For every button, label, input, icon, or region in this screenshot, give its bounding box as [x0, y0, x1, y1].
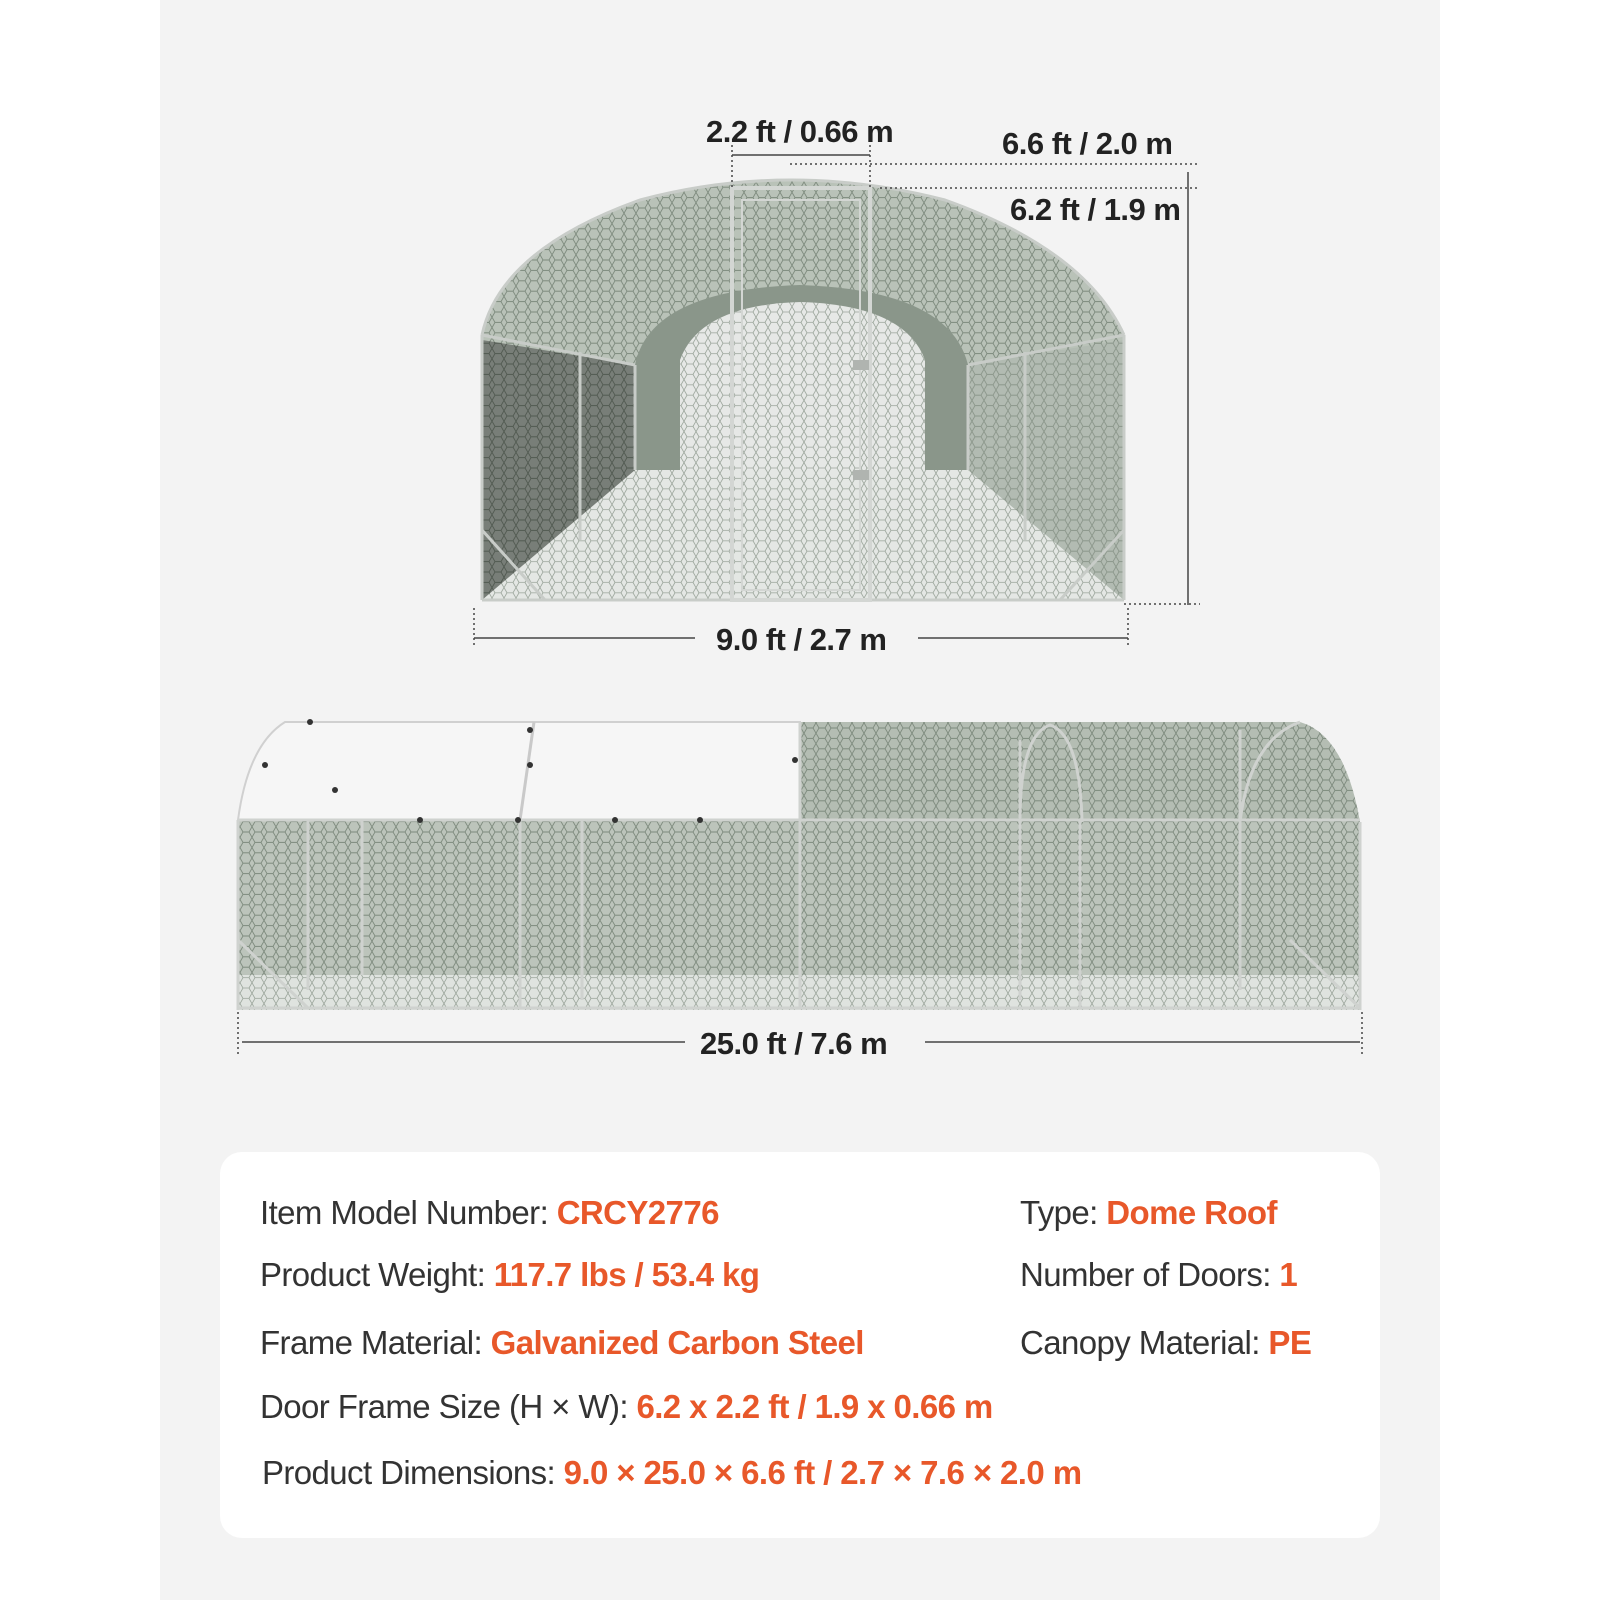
spec-model-label: Item Model Number: — [260, 1194, 557, 1231]
spec-door-frame — [260, 1388, 993, 1426]
spec-weight — [260, 1256, 759, 1294]
spec-product-dims — [262, 1454, 1081, 1492]
spec-weight-label: Product Weight: — [260, 1256, 494, 1293]
spec-type-value: Dome Roof — [1106, 1194, 1277, 1231]
spec-product-dims-value: 9.0 × 25.0 × 6.6 ft / 2.7 × 7.6 × 2.0 m — [563, 1454, 1082, 1491]
door-width-label: 2.2 ft / 0.66 m — [706, 114, 894, 149]
width-label: 9.0 ft / 2.7 m — [716, 622, 887, 657]
spec-door-frame-label: Door Frame Size (H × W): — [260, 1388, 637, 1425]
spec-frame — [260, 1324, 864, 1362]
door-height-label: 6.2 ft / 1.9 m — [1010, 192, 1181, 227]
spec-door-frame-value: 6.2 x 2.2 ft / 1.9 x 0.66 m — [636, 1388, 993, 1425]
spec-doors — [1020, 1256, 1297, 1294]
spec-type — [1020, 1194, 1277, 1232]
spec-type-label: Type: — [1020, 1194, 1107, 1231]
spec-model-value: CRCY2776 — [556, 1194, 719, 1231]
spec-doors-label: Number of Doors: — [1020, 1256, 1280, 1293]
side-canopy — [238, 722, 800, 820]
spec-frame-label: Frame Material: — [260, 1324, 491, 1361]
spec-canopy-label: Canopy Material: — [1020, 1324, 1269, 1361]
spec-canopy — [1020, 1324, 1311, 1362]
total-height-label: 6.6 ft / 2.0 m — [1002, 126, 1173, 161]
spec-product-dims-label: Product Dimensions: — [262, 1454, 564, 1491]
length-label: 25.0 ft / 7.6 m — [700, 1026, 888, 1061]
spec-frame-value: Galvanized Carbon Steel — [490, 1324, 864, 1361]
front-view — [482, 180, 1124, 600]
spec-weight-value: 117.7 lbs / 53.4 kg — [493, 1256, 760, 1293]
side-view — [238, 719, 1360, 1010]
spec-doors-value: 1 — [1279, 1256, 1298, 1293]
spec-model — [260, 1194, 719, 1232]
spec-canopy-value: PE — [1268, 1324, 1312, 1361]
